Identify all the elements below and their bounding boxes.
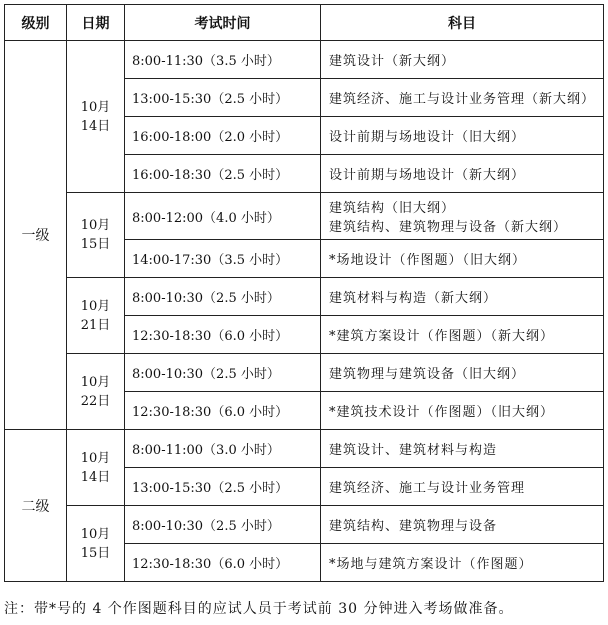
time-cell: 14:00-17:30（3.5 小时） — [125, 240, 321, 278]
subject-cell — [321, 117, 604, 155]
subject-line: *场地设计（作图题）（旧大纲） — [329, 253, 527, 268]
time-cell: 8:00-10:30（2.5 小时） — [125, 506, 321, 544]
date-month: 10月 — [80, 298, 111, 314]
level-cell: 一级 — [5, 41, 67, 430]
table-row — [5, 41, 604, 79]
subject-cell — [321, 240, 604, 278]
time-cell: 13:00-15:30（2.5 小时） — [125, 79, 321, 117]
subject-line: 建筑结构、建筑物理与设备 — [329, 519, 498, 534]
table-row — [5, 354, 604, 392]
subject-cell — [321, 392, 604, 430]
time-cell: 16:00-18:30（2.5 小时） — [125, 155, 321, 193]
subject-line: *场地与建筑方案设计（作图题） — [329, 557, 533, 572]
date-month: 10月 — [80, 374, 111, 390]
time-cell: 8:00-11:00（3.0 小时） — [125, 430, 321, 468]
time-cell: 12:30-18:30（6.0 小时） — [125, 544, 321, 582]
date-month: 10月 — [80, 99, 111, 115]
date-day: 22日 — [80, 393, 111, 409]
subject-cell — [321, 430, 604, 468]
date-day: 14日 — [80, 118, 111, 134]
date-cell — [67, 354, 125, 430]
subject-cell — [321, 544, 604, 582]
subject-cell — [321, 79, 604, 117]
subject-line: 建筑经济、施工与设计业务管理 — [329, 481, 526, 496]
subject-line: 设计前期与场地设计（新大纲） — [329, 168, 526, 183]
time-cell: 16:00-18:00（2.0 小时） — [125, 117, 321, 155]
subject-cell — [321, 193, 604, 240]
subject-line: *建筑方案设计（作图题）（新大纲） — [329, 329, 555, 344]
schedule-body — [5, 41, 604, 582]
table-row — [5, 278, 604, 316]
date-month: 10月 — [80, 450, 111, 466]
footnote: 注：带*号的 4 个作图题科目的应试人员于考试前 30 分钟进入考场做准备。 — [4, 601, 514, 617]
date-cell — [67, 278, 125, 354]
date-day: 14日 — [80, 469, 111, 485]
subject-line: 建筑结构、建筑物理与设备（新大纲） — [329, 220, 568, 235]
time-cell: 8:00-11:30（3.5 小时） — [125, 41, 321, 79]
date-day: 15日 — [80, 237, 111, 252]
subject-line: 设计前期与场地设计（旧大纲） — [329, 130, 526, 145]
subject-line: 建筑结构（旧大纲） — [329, 201, 456, 216]
date-cell — [67, 430, 125, 506]
subject-line: 建筑物理与建筑设备（旧大纲） — [329, 367, 526, 382]
time-cell: 8:00-10:30（2.5 小时） — [125, 278, 321, 316]
time-cell: 8:00-12:00（4.0 小时） — [125, 193, 321, 240]
date-month: 10月 — [80, 218, 111, 233]
table-row — [5, 506, 604, 544]
subject-line: 建筑经济、施工与设计业务管理（新大纲） — [329, 92, 596, 107]
header-time: 考试时间 — [125, 5, 321, 41]
date-day: 21日 — [80, 317, 111, 333]
time-cell: 12:30-18:30（6.0 小时） — [125, 392, 321, 430]
date-month: 10月 — [80, 526, 111, 542]
table-row — [5, 430, 604, 468]
date-cell — [67, 506, 125, 582]
subject-cell — [321, 354, 604, 392]
subject-cell — [321, 278, 604, 316]
date-cell — [67, 41, 125, 193]
header-subject: 科目 — [321, 5, 604, 41]
exam-schedule-table — [4, 4, 604, 582]
header-level: 级别 — [5, 5, 67, 41]
header-date: 日期 — [67, 5, 125, 41]
subject-cell — [321, 468, 604, 506]
time-cell: 12:30-18:30（6.0 小时） — [125, 316, 321, 354]
subject-line: 建筑设计（新大纲） — [329, 54, 456, 69]
subject-cell — [321, 316, 604, 354]
level-cell: 二级 — [5, 430, 67, 582]
time-cell: 8:00-10:30（2.5 小时） — [125, 354, 321, 392]
subject-cell — [321, 155, 604, 193]
subject-cell — [321, 41, 604, 79]
subject-line: *建筑技术设计（作图题）（旧大纲） — [329, 405, 555, 420]
table-row — [5, 193, 604, 240]
subject-line: 建筑材料与构造（新大纲） — [329, 291, 498, 306]
date-cell — [67, 193, 125, 278]
time-cell: 13:00-15:30（2.5 小时） — [125, 468, 321, 506]
date-day: 15日 — [80, 545, 111, 561]
subject-cell — [321, 506, 604, 544]
subject-line: 建筑设计、建筑材料与构造 — [329, 443, 498, 458]
table-header-row — [5, 5, 604, 41]
